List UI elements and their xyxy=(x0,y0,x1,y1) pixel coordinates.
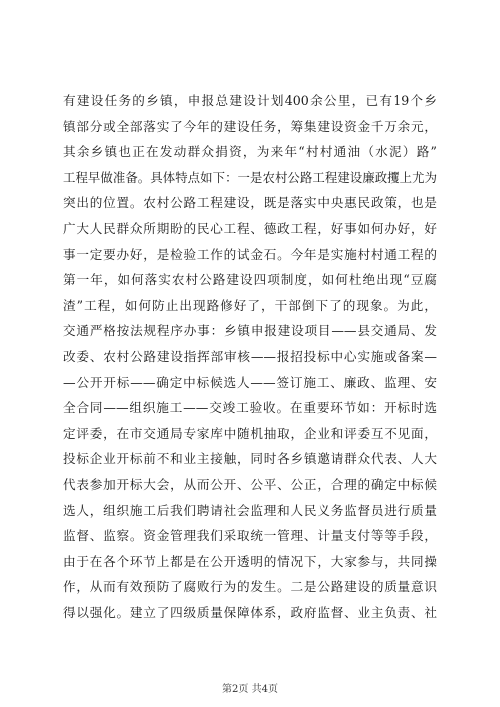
text-line: 突出的位置。农村公路工程建设，既是落实中央惠民政策，也是 xyxy=(63,195,437,211)
text-line: 由于在各个环节上都是在公开透明的情况下，大家参与，共同操 xyxy=(63,553,437,569)
text-line: 代表参加开标大会，从而公开、公平、公正，合理的确定中标候 xyxy=(63,476,437,492)
text-line: 作，从而有效预防了腐败行为的发生。二是公路建设的质量意识 xyxy=(63,579,437,595)
text-line: —公开开标——确定中标候选人——签订施工、廉政、监理、安 xyxy=(63,374,437,390)
text-line: 第一年，如何落实农村公路建设四项制度，如何杜绝出现“豆腐 xyxy=(63,272,437,288)
text-line: 监督、监察。资金管理我们采取统一管理、计量支付等等手段， xyxy=(63,528,437,544)
text-line: 改委、农村公路建设指挥部审核——报招投标中心实施或备案— xyxy=(63,348,437,364)
text-line: 其余乡镇也正在发动群众捐资，为来年“村村通油（水泥）路” xyxy=(63,144,437,160)
page-footer: 第2页 共4页 xyxy=(222,684,278,695)
text-line: 广大人民群众所期盼的民心工程、德政工程，好事如何办好，好 xyxy=(63,220,437,236)
text-line: 定评委，在市交通局专家库中随机抽取，企业和评委互不见面， xyxy=(63,425,437,441)
text-line: 得以强化。建立了四级质量保障体系，政府监督、业主负责、社 xyxy=(63,604,437,620)
body-paragraph xyxy=(63,88,437,625)
text-line: 交通严格按法规程序办事：乡镇申报建设项目——县交通局、发 xyxy=(63,323,437,339)
text-line: 工程早做准备。具体特点如下：一是农村公路工程建设廉政攫上尤为 xyxy=(63,169,437,185)
text-line: 选人，组织施工后我们聘请社会监理和人民义务监督员进行质量 xyxy=(63,502,437,518)
text-line: 渣”工程，如何防止出现路修好了，干部倒下了的现象。为此， xyxy=(63,297,437,313)
text-line: 投标企业开标前不和业主接触，同时各乡镇邀请群众代表、人大 xyxy=(63,451,437,467)
text-line: 事一定要办好，是检验工作的试金石。今年是实施村村通工程的 xyxy=(63,246,437,262)
text-line: 全合同——组织施工——交竣工验收。在重要环节如：开标时选 xyxy=(63,400,437,416)
text-line: 有建设任务的乡镇，申报总建设计划400余公里，已有19个乡 xyxy=(63,93,437,108)
text-line: 镇部分或全部落实了今年的建设任务，筹集建设资金千万余元， xyxy=(63,118,437,134)
